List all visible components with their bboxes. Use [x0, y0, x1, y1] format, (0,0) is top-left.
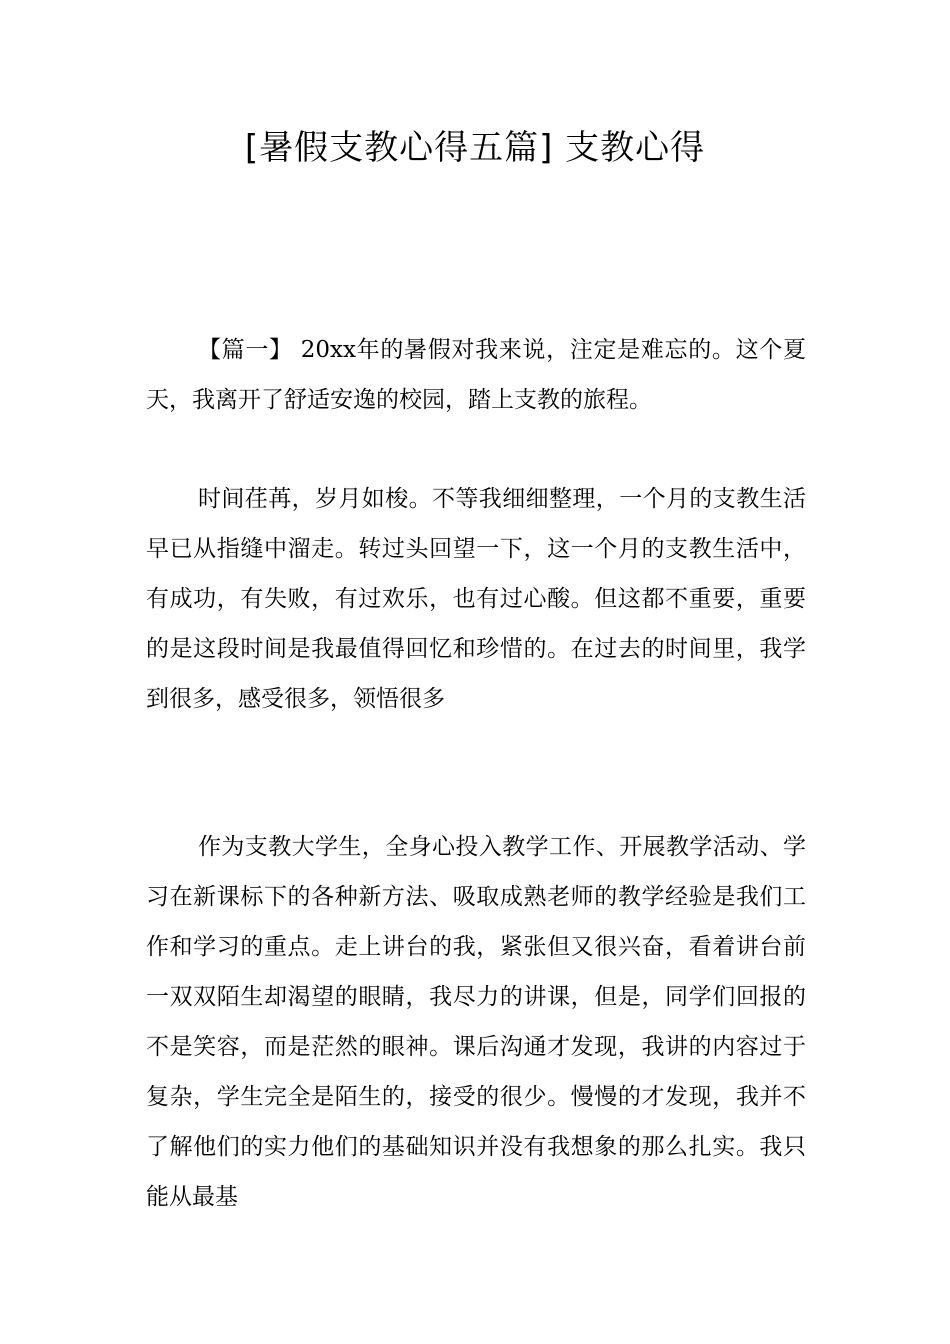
- document-title: [暑假支教心得五篇] 支教心得: [244, 128, 706, 168]
- paragraph-2: 时间荏苒，岁月如梭。不等我细细整理，一个月的支教生活早已从指缝中溜走。转过头回望一下，这一个月的支教生活中，有成功，有失败，有过欢乐，也有过心酸。但这都不重要，重要的是这段时间是我最值得回忆和珍惜的。在过去的时间里，我学到很多，感受很多，领悟很多: [146, 486, 806, 712]
- paragraph-1: 【篇一】 20xx年的暑假对我来说，注定是难忘的。这个夏天，我离开了舒适安逸的校园，踏上支教的旅程。: [146, 337, 806, 413]
- paragraph-3: 作为支教大学生，全身心投入教学工作、开展教学活动、学习在新课标下的各种新方法、吸取成熟老师的教学经验是我们工作和学习的重点。走上讲台的我，紧张但又很兴奋，看着讲台前一双双陌生却渴望的眼睛，我尽力的讲课，但是，同学们回报的不是笑容，而是茫然的眼神。课后沟通才发现，我讲的内容过于复杂，学生完全是陌生的，接受的很少。慢慢的才发现，我并不了解他们的实力他们的基础知识并没有我想象的那么扎实。我只能从最基: [146, 834, 806, 1210]
